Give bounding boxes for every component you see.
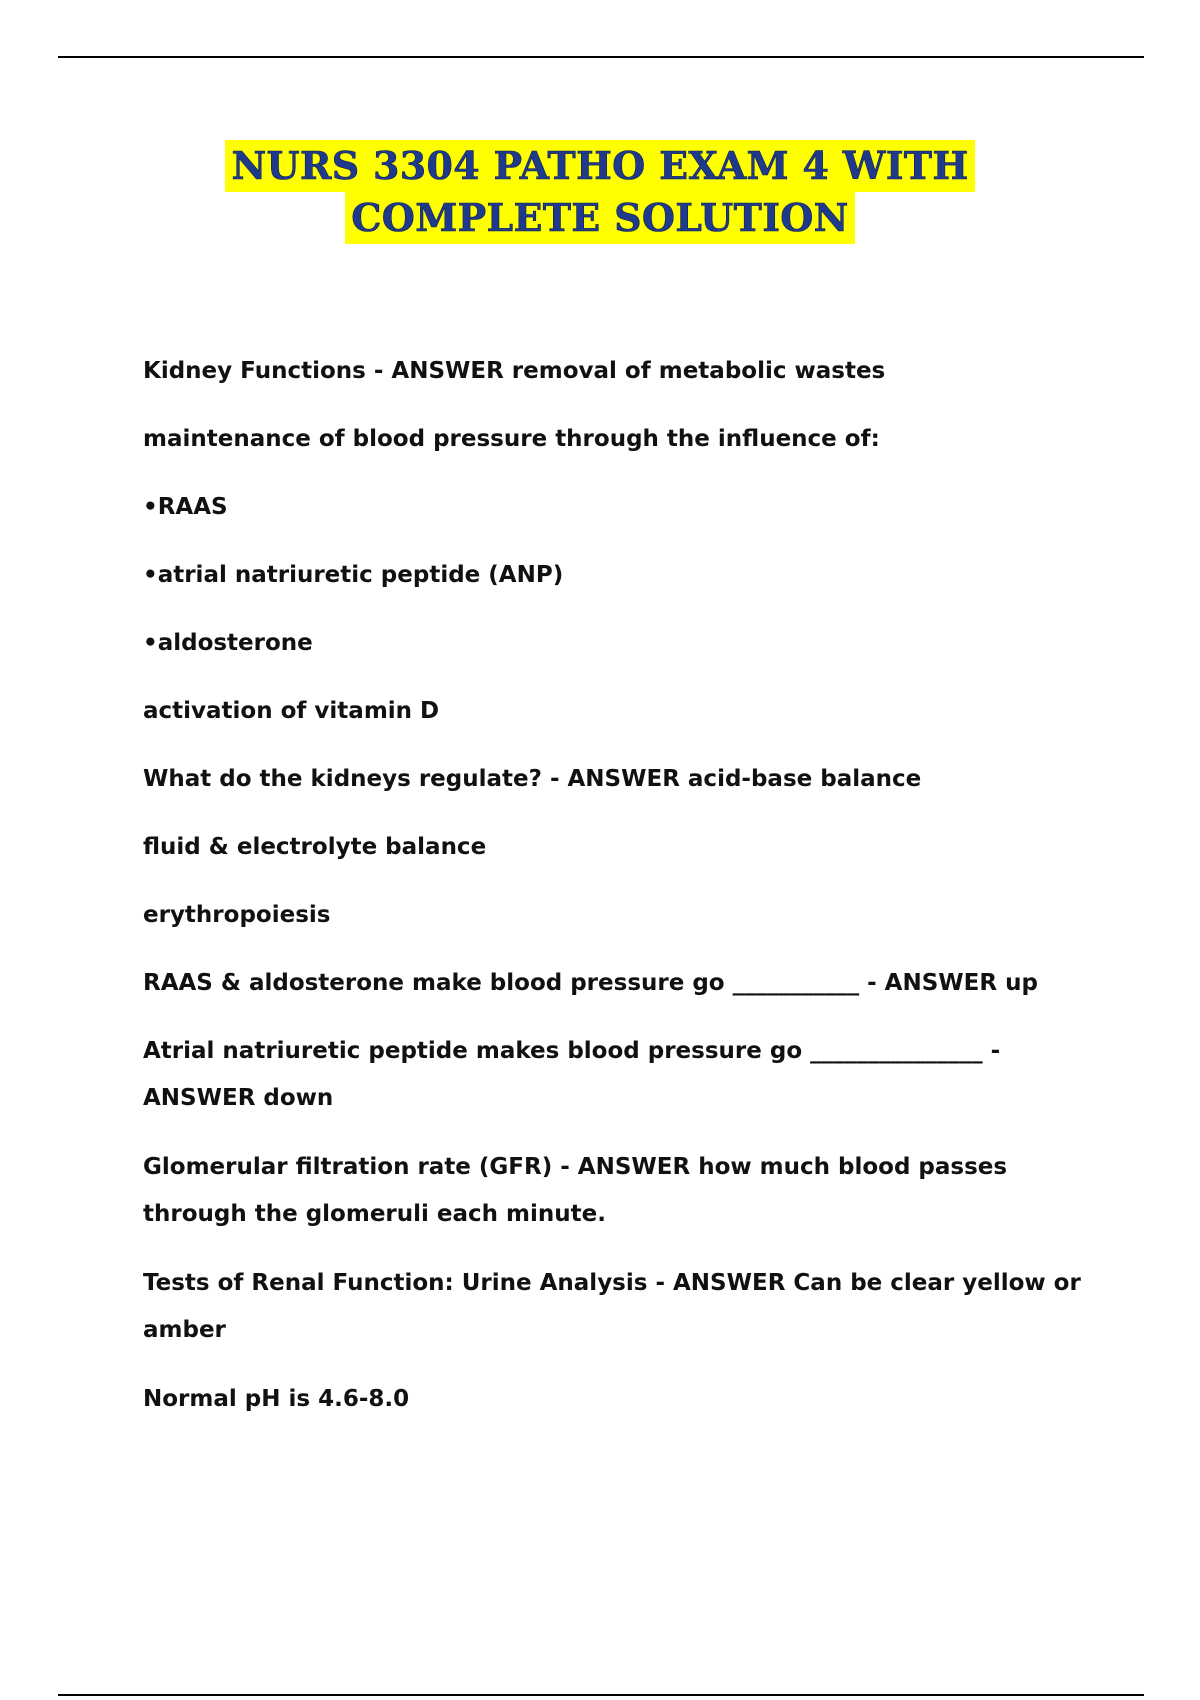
paragraph: RAAS & aldosterone make blood pressure go ___________ - ANSWER up [143,970,1038,996]
paragraph: Atrial natriuretic peptide makes blood pressure go _______________ - ANSWER down [143,1038,1001,1111]
bullet-item: •RAAS [143,494,228,520]
paragraph: fluid & electrolyte balance [143,834,487,860]
paragraph: What do the kidneys regulate? - ANSWER acid-base balance [143,766,922,792]
bullet-item: •aldosterone [143,630,313,656]
bottom-divider [58,1694,1144,1696]
paragraph: Normal pH is 4.6-8.0 [143,1386,410,1412]
paragraph: maintenance of blood pressure through the influence of: [143,426,880,452]
bullet-item: •atrial natriuretic peptide (ANP) [143,562,564,588]
document-title [0,140,1200,244]
title-line-2: COMPLETE SOLUTION [345,192,854,244]
paragraph: erythropoiesis [143,902,331,928]
title-line-1: NURS 3304 PATHO EXAM 4 WITH [225,140,974,192]
paragraph: Glomerular filtration rate (GFR) - ANSWER how much blood passes through the glomeruli each minute. [143,1154,1008,1227]
document-body [143,348,1083,1444]
top-divider [58,56,1144,58]
paragraph: activation of vitamin D [143,698,440,724]
paragraph: Tests of Renal Function: Urine Analysis - ANSWER Can be clear yellow or amber [143,1270,1081,1343]
paragraph: Kidney Functions - ANSWER removal of metabolic wastes [143,358,886,384]
